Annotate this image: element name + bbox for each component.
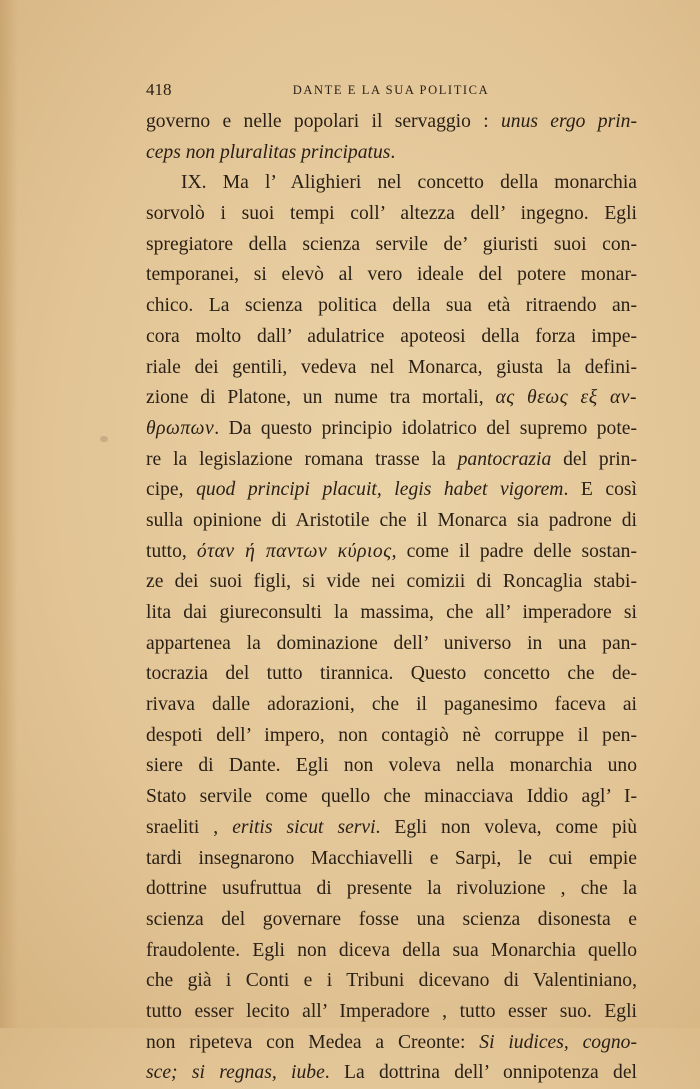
greek-text: ας θεως εξ αν- (495, 387, 637, 409)
italic-text: Si iudices, cogno- (479, 1031, 637, 1053)
text-segment: spregiatore della scienza servile de’ giuristi suoi con- (146, 233, 637, 255)
text-line (146, 230, 637, 261)
text-line (146, 383, 637, 414)
text-segment: , come il padre delle sostan- (391, 540, 637, 562)
italic-text: unus ergo prin- (500, 111, 637, 132)
italic-text: ceps non pluralitas principatus (146, 141, 391, 163)
text-line (146, 690, 637, 721)
text-segment: . La dottrina dell’ onnipotenza del (324, 1062, 637, 1084)
page-number: 418 (146, 80, 172, 99)
text-segment: siere di Dante. Egli non voleva nella monarchia uno (146, 755, 637, 777)
text-segment: zione di Platone, un nume tra mortali, (146, 387, 496, 409)
text-segment: re la legislazione romana trasse la (146, 448, 458, 470)
text-line (146, 905, 637, 936)
text-line (146, 322, 637, 353)
text-segment: . (390, 141, 396, 163)
text-segment: riale dei gentili, vedeva nel Monarca, giusta la defini- (146, 356, 637, 378)
text-line (146, 997, 637, 1028)
italic-text: pantocrazia (457, 448, 552, 470)
text-line (146, 138, 637, 169)
italic-text: sce; si regnas, iube (146, 1062, 325, 1084)
running-title: DANTE E LA SUA POLITICA (292, 83, 490, 97)
text-segment: cipe, (146, 479, 197, 501)
text-segment: IX. Ma l’ Alighieri nel concetto della monarchia (181, 172, 637, 194)
text-line (146, 598, 637, 629)
paper-blemish (100, 436, 108, 442)
text-segment: fraudolente. Egli non diceva della sua Monarchia quello (146, 939, 637, 961)
text-segment: . Egli non voleva, come più (375, 816, 637, 838)
text-segment: del prin- (551, 448, 637, 470)
text-segment: appartenea la dominazione dell’ universo in una pan- (146, 632, 637, 654)
text-line (146, 107, 637, 138)
text-line (146, 537, 637, 568)
text-segment: tutto, (146, 540, 197, 562)
text-segment: rivava dalle adorazioni, che il paganesimo faceva ai (146, 694, 637, 716)
text-line (146, 445, 637, 476)
text-line (146, 751, 637, 782)
text-line (146, 844, 637, 875)
text-line (146, 629, 637, 660)
text-line (146, 659, 637, 690)
text-segment: tocrazia del tutto tirannica. Questo concetto che de- (146, 663, 637, 685)
body-text (146, 107, 637, 1089)
text-segment: governo e nelle popolari il servaggio : (146, 111, 501, 132)
text-segment: cora molto dall’ adulatrice apoteosi della forza impe- (146, 325, 637, 347)
page-header (146, 80, 636, 102)
text-segment: temporanei, si elevò al vero ideale del potere monar- (146, 264, 637, 286)
text-segment: despoti dell’ impero, non contagiò nè corruppe il pen- (146, 724, 637, 746)
text-line (146, 291, 637, 322)
text-segment: che già i Conti e i Tribuni dicevano di Valentiniano, (146, 970, 637, 992)
text-segment: . Da questo principio idolatrico del supremo pote- (214, 417, 637, 439)
text-segment: lita dai giureconsulti la massima, che all’ imperadore si (146, 602, 637, 623)
text-line (146, 260, 637, 291)
text-segment: tardi insegnarono Macchiavelli e Sarpi, le cui empie (146, 847, 637, 869)
text-line (146, 936, 637, 967)
text-line (146, 721, 637, 752)
text-segment: dottrine usufruttua di presente la rivoluzione , che la (146, 878, 637, 900)
italic-text: eritis sicut servi (232, 816, 376, 838)
text-line (146, 414, 637, 445)
text-segment: sraeliti , (146, 816, 233, 838)
text-segment: sulla opinione di Aristotile che il Monarca sia padrone di (146, 509, 637, 531)
text-line (146, 1058, 637, 1089)
greek-text: θρωπων (146, 417, 215, 439)
text-segment: scienza del governare fosse una scienza disonesta e (146, 908, 637, 930)
text-segment: chico. La scienza politica della sua età ritraendo an- (146, 295, 637, 317)
text-line (146, 475, 637, 506)
text-line (146, 567, 637, 598)
text-segment: ze dei suoi figli, si vide nei comizii di Roncaglia stabi- (146, 571, 637, 593)
greek-text: όταν ή παντων κύριος (196, 540, 392, 562)
text-line (146, 966, 637, 997)
text-segment: . E così (563, 479, 637, 501)
text-line (146, 813, 637, 844)
text-line (146, 506, 637, 537)
text-line (146, 782, 637, 813)
text-segment: non ripeteva con Medea a Creonte: (146, 1031, 480, 1053)
text-line (146, 1028, 637, 1059)
text-line (146, 874, 637, 905)
text-segment: Stato servile come quello che minacciava Iddio agl’ I- (146, 786, 637, 808)
text-segment: tutto esser lecito all’ Imperadore , tutto esser suo. Egli (146, 1000, 637, 1022)
italic-text: quod principi placuit, legis habet vigorem (196, 479, 564, 501)
text-line (146, 199, 637, 230)
page-gutter-shadow (0, 0, 18, 1028)
text-line (146, 353, 637, 384)
text-line (146, 168, 637, 199)
text-segment: sorvolò i suoi tempi coll’ altezza dell’ ingegno. Egli (146, 203, 637, 225)
